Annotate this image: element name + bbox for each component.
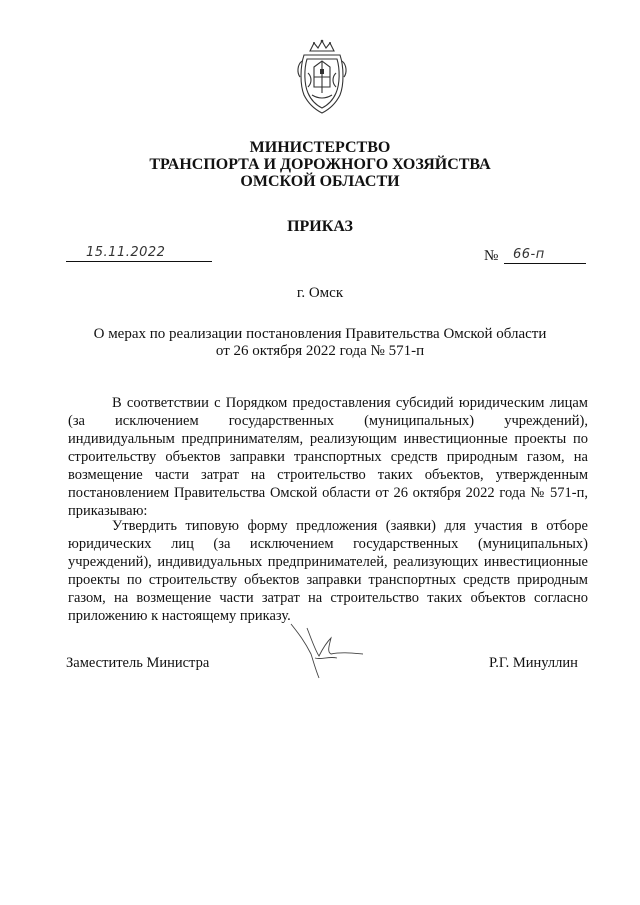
subject-line2: от 26 октября 2022 года № 571-п — [215, 343, 425, 359]
number-label: № — [484, 248, 499, 264]
coat-of-arms-emblem — [294, 37, 350, 115]
subject-line1: О мерах по реализации постановления Правительства Омской области — [93, 326, 547, 342]
date-underline — [66, 261, 212, 262]
document-type: ПРИКАЗ — [287, 218, 353, 235]
order-subject — [60, 326, 580, 360]
order-date: 15.11.2022 — [86, 245, 166, 260]
city: г. Омск — [296, 285, 344, 301]
handwritten-signature — [285, 620, 365, 682]
ministry-title-line1: МИНИСТЕРСТВО — [249, 139, 391, 156]
body-paragraph-1 — [68, 394, 588, 520]
order-number: 66-п — [513, 247, 545, 262]
ministry-title-line3: ОМСКОЙ ОБЛАСТИ — [240, 173, 400, 190]
paragraph-2-text: Утвердить типовую форму предложения (заявки) для участия в отборе юридических лиц (за исключением государственных (муниципальных) учреждений), индивидуальных предпринимателей, реализующих инвестиционные проекты по строительству объектов заправки транспортных средств природным газом, на возмещение части затрат на строительство таких объектов согласно приложению к настоящему приказу. — [68, 518, 588, 624]
body-paragraph-2 — [68, 517, 588, 625]
ministry-title-line2: ТРАНСПОРТА И ДОРОЖНОГО ХОЗЯЙСТВА — [149, 156, 491, 173]
paragraph-1-text: В соответствии с Порядком предоставления субсидий юридическим лицам (за исключением государственных (муниципальных) учреждений), индивидуальным предпринимателям, реализующим инвестиционные проекты по строительству объектов заправки транспортных средств природным газом, на возмещение части затрат на строительство таких объектов, утвержденным постановлением Правительства Омской области от 26 октября 2022 года № 571-п, приказываю: — [68, 395, 588, 519]
signer-name: Р.Г. Минуллин — [489, 655, 578, 671]
signer-position: Заместитель Министра — [66, 655, 210, 671]
number-underline — [504, 263, 586, 264]
